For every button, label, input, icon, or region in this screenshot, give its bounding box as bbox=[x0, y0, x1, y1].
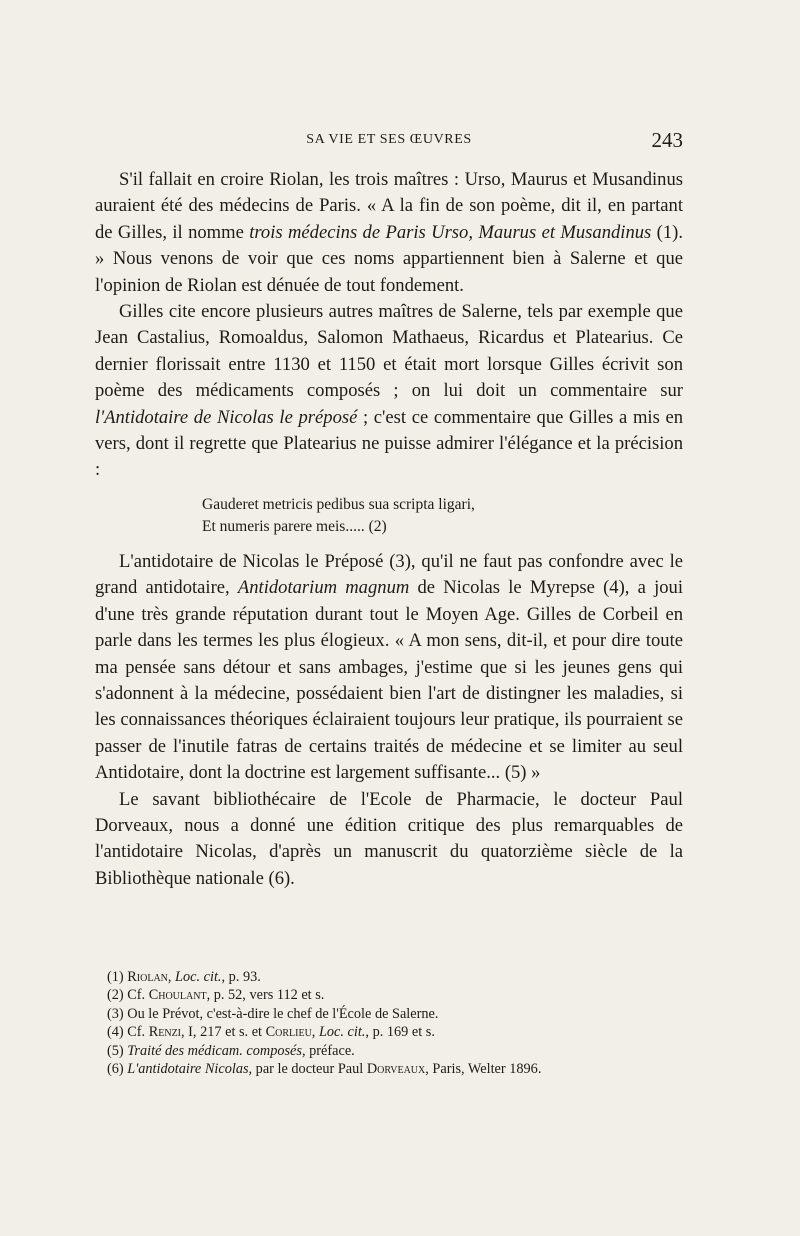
running-head bbox=[95, 128, 683, 158]
body-text bbox=[95, 167, 683, 892]
footnote-5: (5) Traité des médicam. composés, préface. bbox=[107, 1042, 355, 1059]
page-number: 243 bbox=[651, 128, 683, 152]
footnote-6: (6) L'antidotaire Nicolas, par le docteur Paul Dorveaux, Paris, Welter 1896. bbox=[107, 1061, 542, 1078]
running-title: SA VIE ET SES ŒUVRES bbox=[306, 132, 472, 147]
paragraph-1: S'il fallait en croire Riolan, les trois maîtres : Urso, Maurus et Musandinus auraient été des médecins de Paris. « A la fin de son poème, dit il, en partant de Gilles, il nomme trois médecins de Paris Urso, Maurus et Musandinus (1). » Nous venons de voir que ces noms appartiennent bien à Salerne et que l'opinion de Riolan est dénuée de tout fondement. bbox=[95, 169, 683, 296]
paragraph-3: L'antidotaire de Nicolas le Préposé (3), qu'il ne faut pas confondre avec le grand antidotaire, Antidotarium magnum de Nicolas le Myrepse (4), a joui d'une très grande réputation durant tout le Moyen Age. Gilles de Corbeil en parle dans les termes les plus élogieux. « A mon sens, dit-il, et pour dire toute ma pensée sans détour et sans ambages, j'estime que si les jeunes gens qui s'adonnent à la médecine, possédaient bien l'art de distingner les maladies, si les connaissances théoriques éclairaient toujours leur pratique, ils pourraient se passer de l'inutile fatras de certains traités de médecine et se limiter au seul Antidotaire, dont la doctrine est largement suffisante... (5) » bbox=[95, 550, 684, 784]
footnote-4: (4) Cf. Renzi, I, 217 et s. et Corlieu, Loc. cit., p. 169 et s. bbox=[107, 1024, 435, 1041]
paragraph-4: Le savant bibliothécaire de l'Ecole de Pharmacie, le docteur Paul Dorveaux, nous a donné une édition critique des plus remarquables de l'antidotaire Nicolas, d'après un manuscrit du quatorzième siècle de la Bibliothèque nationale (6). bbox=[95, 788, 683, 889]
footnote-1: (1) Riolan, Loc. cit., p. 93. bbox=[107, 969, 261, 985]
footnotes bbox=[107, 968, 687, 1078]
verse-quote bbox=[202, 494, 683, 538]
paragraph-2: Gilles cite encore plusieurs autres maîtres de Salerne, tels par exemple que Jean Castalius, Romoaldus, Salomon Mathaeus, Ricardus et Platearius. Ce dernier florissait entre 1130 et 1150 et était mort lorsque Gilles écrivit son poème des médicaments composés ; on lui doit un commentaire sur l'Antidotaire de Nicolas le préposé ; c'est ce commentaire que Gilles a mis en vers, dont il regrette que Platearius ne puisse admirer l'élégance et la précision : bbox=[95, 301, 683, 481]
emphasis: l'Antidotaire de Nicolas le préposé bbox=[95, 406, 358, 428]
verse-line: Et numeris parere meis..... (2) bbox=[202, 517, 387, 535]
verse-line: Gauderet metricis pedibus sua scripta ligari, bbox=[202, 495, 475, 513]
footnote-2: (2) Cf. Choulant, p. 52, vers 112 et s. bbox=[107, 987, 325, 1004]
footnote-3: (3) Ou le Prévot, c'est-à-dire le chef de l'École de Salerne. bbox=[107, 1005, 439, 1022]
emphasis: trois médecins de Paris Urso, Maurus et Musandinus bbox=[249, 221, 652, 243]
emphasis: Antidotarium magnum bbox=[237, 577, 410, 599]
